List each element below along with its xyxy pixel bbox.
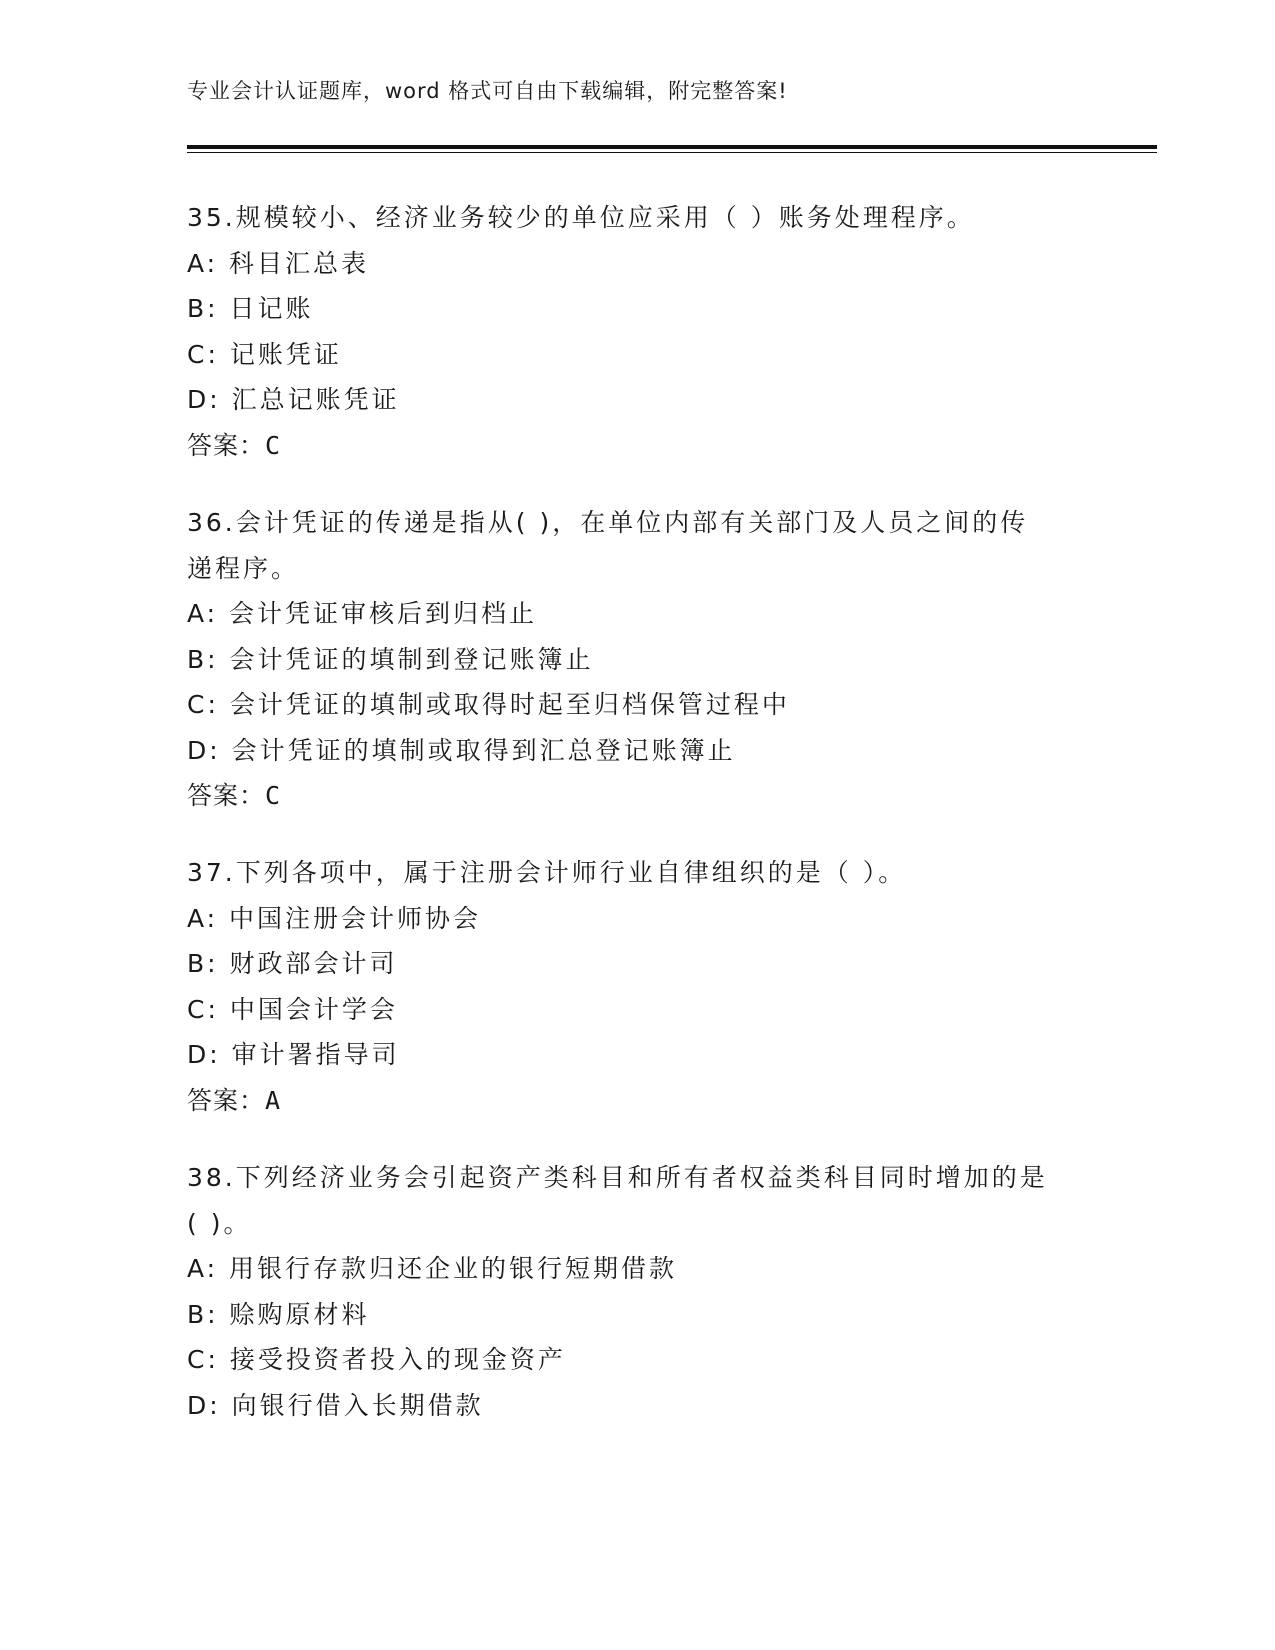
option-a: A: 中国注册会计师协会 — [187, 903, 482, 933]
question-stem-continued: ( )。 — [187, 1208, 252, 1238]
answer-line — [187, 1078, 1087, 1124]
answer-label: 答案： — [187, 1085, 266, 1115]
answer-label: 答案： — [187, 430, 266, 460]
answer-label: 答案： — [187, 781, 266, 810]
question-stem: 36.会计凭证的传递是指从( )，在单位内部有关部门及人员之间的传 — [187, 508, 1029, 537]
question-stem: 37.下列各项中，属于注册会计师行业自律组织的是（ ）。 — [187, 858, 907, 887]
option-a: A: 用银行存款归还企业的银行短期借款 — [187, 1254, 678, 1283]
option-b: B: 日记账 — [187, 294, 314, 323]
answer-value: A — [265, 1085, 281, 1115]
option-d: D: 审计署指导司 — [187, 1040, 400, 1069]
option-b: B: 财政部会计司 — [187, 949, 398, 978]
answer-value: C — [265, 781, 281, 810]
option-a: A: 会计凭证审核后到归档止 — [187, 599, 538, 628]
answer-line — [187, 423, 1087, 469]
header-divider — [187, 145, 1157, 149]
option-c: C: 中国会计学会 — [187, 994, 398, 1024]
question-stem-continued: 递程序。 — [187, 553, 300, 583]
question-35 — [187, 195, 1087, 468]
option-d: D: 会计凭证的填制或取得到汇总登记账簿止 — [187, 735, 736, 765]
question-37 — [187, 850, 1087, 1123]
question-stem: 38.下列经济业务会引起资产类科目和所有者权益类科目同时增加的是 — [187, 1163, 1048, 1192]
question-38 — [187, 1155, 1087, 1428]
option-d: D: 汇总记账凭证 — [187, 385, 400, 414]
option-c: C: 接受投资者投入的现金资产 — [187, 1345, 566, 1374]
question-36 — [187, 500, 1087, 819]
answer-value: C — [265, 430, 281, 460]
option-b: B: 会计凭证的填制到登记账簿止 — [187, 644, 594, 674]
page-header-text: 专业会计认证题库，word 格式可自由下载编辑，附完整答案! — [187, 79, 788, 103]
option-c: C: 记账凭证 — [187, 339, 342, 369]
option-b: B: 赊购原材料 — [187, 1299, 370, 1329]
option-c: C: 会计凭证的填制或取得时起至归档保管过程中 — [187, 690, 790, 719]
answer-line — [187, 773, 1087, 819]
option-a: A: 科目汇总表 — [187, 248, 370, 278]
question-stem: 35.规模较小、经济业务较少的单位应采用（ ）账务处理程序。 — [187, 203, 975, 232]
option-d: D: 向银行借入长期借款 — [187, 1390, 484, 1420]
